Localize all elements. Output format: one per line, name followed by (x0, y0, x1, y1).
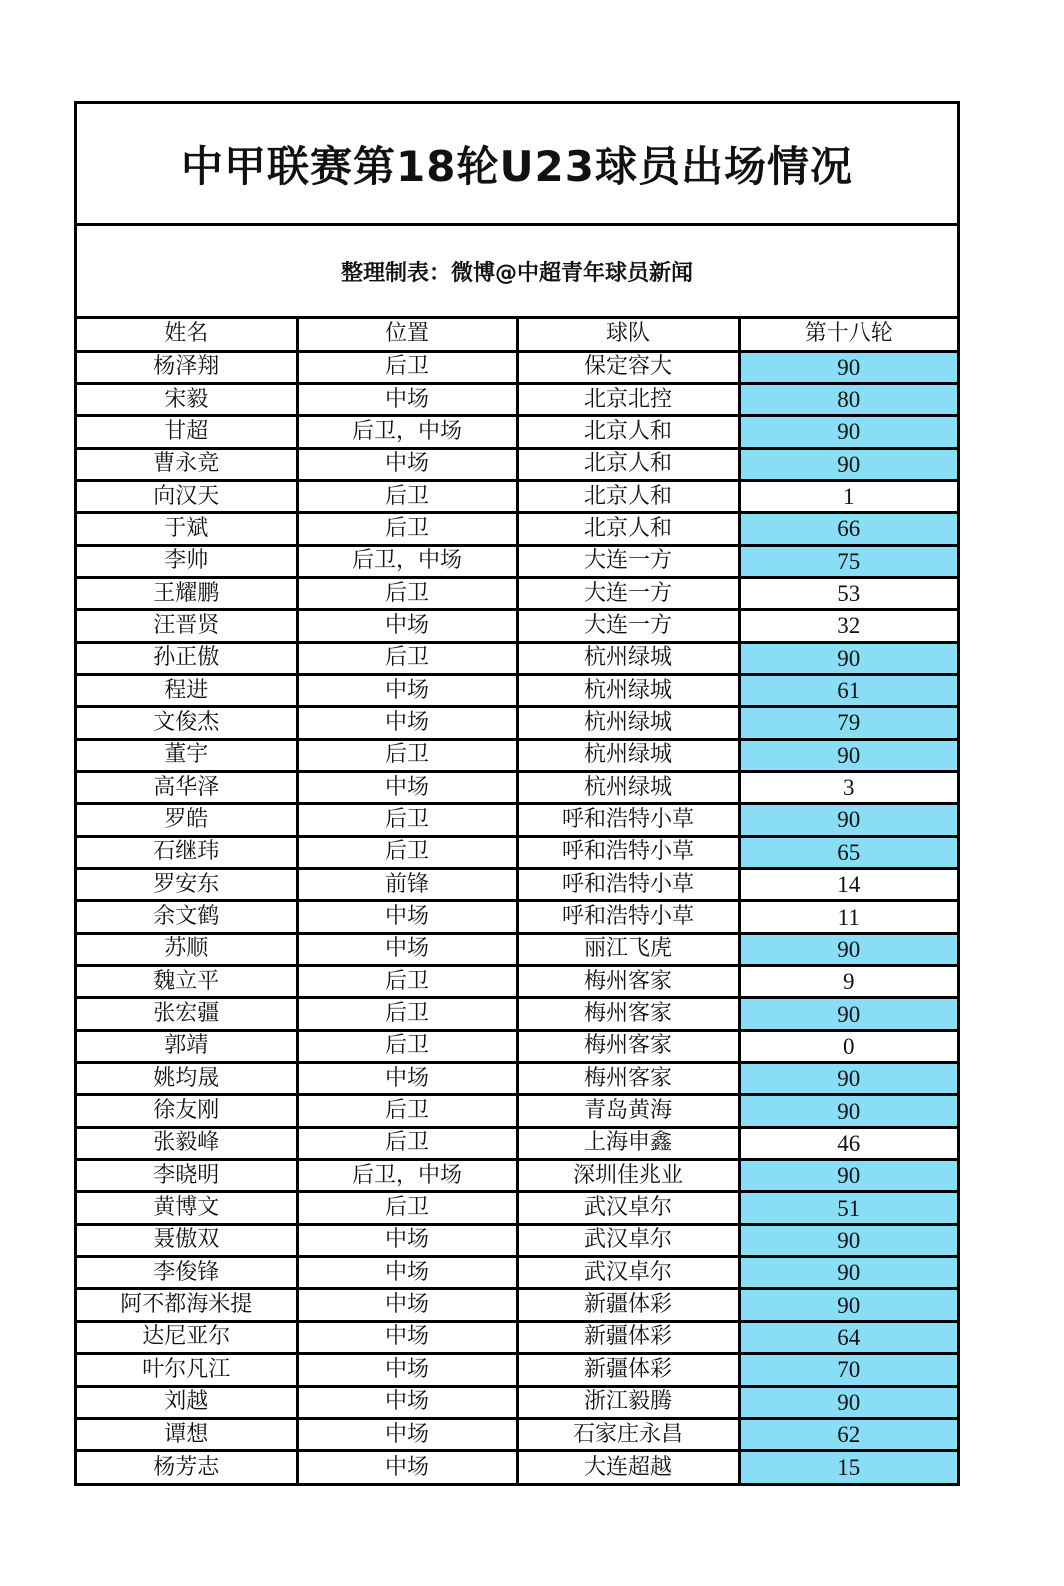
minutes-cell[interactable]: 90 (739, 739, 957, 771)
player-name-cell[interactable]: 杨芳志 (77, 1451, 297, 1483)
table-row (77, 804, 957, 836)
position-cell[interactable]: 中场 (297, 707, 517, 739)
minutes-cell[interactable]: 65 (739, 836, 957, 868)
position-cell[interactable]: 后卫，中场 (297, 545, 517, 577)
table-body (77, 351, 957, 1483)
team-cell[interactable]: 杭州绿城 (517, 674, 739, 706)
team-cell[interactable]: 武汉卓尔 (517, 1257, 739, 1289)
table-row (77, 1257, 957, 1289)
minutes-cell[interactable]: 11 (739, 901, 957, 933)
position-cell[interactable]: 后卫 (297, 577, 517, 609)
table-row (77, 1451, 957, 1483)
table-row (77, 351, 957, 383)
table-row (77, 739, 957, 771)
minutes-cell[interactable]: 90 (739, 1063, 957, 1095)
position-cell[interactable]: 中场 (297, 383, 517, 415)
position-cell[interactable]: 后卫 (297, 1095, 517, 1127)
minutes-cell[interactable]: 75 (739, 545, 957, 577)
player-name-cell[interactable]: 姚均晟 (77, 1063, 297, 1095)
position-cell[interactable]: 后卫 (297, 480, 517, 512)
minutes-cell[interactable]: 90 (739, 1095, 957, 1127)
position-cell[interactable]: 后卫，中场 (297, 416, 517, 448)
minutes-cell[interactable]: 62 (739, 1418, 957, 1450)
team-cell[interactable]: 杭州绿城 (517, 739, 739, 771)
column-header-round18: 第十八轮 (739, 319, 957, 351)
team-cell[interactable]: 北京人和 (517, 513, 739, 545)
team-cell[interactable]: 杭州绿城 (517, 771, 739, 803)
table-row (77, 998, 957, 1030)
team-cell[interactable]: 梅州客家 (517, 998, 739, 1030)
position-cell[interactable]: 中场 (297, 1418, 517, 1450)
header-row (77, 319, 957, 351)
player-name-cell[interactable]: 甘超 (77, 416, 297, 448)
minutes-cell[interactable]: 90 (739, 351, 957, 383)
table-row (77, 448, 957, 480)
table-row (77, 1192, 957, 1224)
minutes-cell[interactable]: 90 (739, 1386, 957, 1418)
team-cell[interactable]: 呼和浩特小草 (517, 804, 739, 836)
position-cell[interactable]: 后卫 (297, 1127, 517, 1159)
player-name-cell[interactable]: 曹永竞 (77, 448, 297, 480)
team-cell[interactable]: 北京北控 (517, 383, 739, 415)
team-cell[interactable]: 杭州绿城 (517, 707, 739, 739)
players-table (77, 319, 957, 1483)
table-row (77, 707, 957, 739)
player-name-cell[interactable]: 郭靖 (77, 1030, 297, 1062)
team-cell[interactable]: 北京人和 (517, 448, 739, 480)
table-row (77, 480, 957, 512)
minutes-cell[interactable]: 53 (739, 577, 957, 609)
minutes-cell[interactable]: 0 (739, 1030, 957, 1062)
minutes-cell[interactable]: 70 (739, 1354, 957, 1386)
table-row (77, 1063, 957, 1095)
minutes-cell[interactable]: 9 (739, 966, 957, 998)
minutes-cell[interactable]: 61 (739, 674, 957, 706)
player-name-cell[interactable]: 李帅 (77, 545, 297, 577)
minutes-cell[interactable]: 64 (739, 1321, 957, 1353)
team-cell[interactable]: 大连超越 (517, 1451, 739, 1483)
position-cell[interactable]: 后卫 (297, 804, 517, 836)
table-row (77, 1095, 957, 1127)
player-name-cell[interactable]: 杨泽翔 (77, 351, 297, 383)
player-name-cell[interactable]: 程进 (77, 674, 297, 706)
position-cell[interactable]: 后卫 (297, 1192, 517, 1224)
position-cell[interactable]: 中场 (297, 1063, 517, 1095)
position-cell[interactable]: 中场 (297, 448, 517, 480)
player-name-cell[interactable]: 聂傲双 (77, 1224, 297, 1256)
position-cell[interactable]: 中场 (297, 771, 517, 803)
player-name-cell[interactable]: 叶尔凡江 (77, 1354, 297, 1386)
position-cell[interactable]: 后卫 (297, 998, 517, 1030)
team-cell[interactable]: 呼和浩特小草 (517, 901, 739, 933)
table-row (77, 674, 957, 706)
minutes-cell[interactable]: 80 (739, 383, 957, 415)
table-row (77, 1289, 957, 1321)
table-row (77, 577, 957, 609)
team-cell[interactable]: 梅州客家 (517, 1030, 739, 1062)
team-cell[interactable]: 青岛黄海 (517, 1095, 739, 1127)
position-cell[interactable]: 前锋 (297, 869, 517, 901)
player-name-cell[interactable]: 阿不都海米提 (77, 1289, 297, 1321)
table-row (77, 545, 957, 577)
player-name-cell[interactable]: 石继玮 (77, 836, 297, 868)
team-cell[interactable]: 武汉卓尔 (517, 1224, 739, 1256)
minutes-cell[interactable]: 79 (739, 707, 957, 739)
position-cell[interactable]: 后卫 (297, 836, 517, 868)
team-cell[interactable]: 呼和浩特小草 (517, 869, 739, 901)
position-cell[interactable]: 中场 (297, 674, 517, 706)
minutes-cell[interactable]: 90 (739, 448, 957, 480)
player-name-cell[interactable]: 余文鹤 (77, 901, 297, 933)
minutes-cell[interactable]: 90 (739, 1160, 957, 1192)
position-cell[interactable]: 后卫，中场 (297, 1160, 517, 1192)
team-cell[interactable]: 新疆体彩 (517, 1289, 739, 1321)
player-name-cell[interactable]: 徐友刚 (77, 1095, 297, 1127)
player-name-cell[interactable]: 李晓明 (77, 1160, 297, 1192)
minutes-cell[interactable]: 1 (739, 480, 957, 512)
team-cell[interactable]: 新疆体彩 (517, 1321, 739, 1353)
player-name-cell[interactable]: 黄博文 (77, 1192, 297, 1224)
minutes-cell[interactable]: 90 (739, 1289, 957, 1321)
position-cell[interactable]: 中场 (297, 1451, 517, 1483)
sheet-title: 中甲联赛第18轮U23球员出场情况 (77, 104, 957, 226)
player-name-cell[interactable]: 于斌 (77, 513, 297, 545)
table-row (77, 901, 957, 933)
table-row (77, 836, 957, 868)
player-name-cell[interactable]: 达尼亚尔 (77, 1321, 297, 1353)
position-cell[interactable]: 后卫 (297, 642, 517, 674)
table-row (77, 513, 957, 545)
player-name-cell[interactable]: 张毅峰 (77, 1127, 297, 1159)
player-name-cell[interactable]: 汪晋贤 (77, 610, 297, 642)
minutes-cell[interactable]: 90 (739, 933, 957, 965)
table-row (77, 1321, 957, 1353)
position-cell[interactable]: 中场 (297, 1354, 517, 1386)
team-cell[interactable]: 上海申鑫 (517, 1127, 739, 1159)
team-cell[interactable]: 丽江飞虎 (517, 933, 739, 965)
position-cell[interactable]: 后卫 (297, 966, 517, 998)
position-cell[interactable]: 中场 (297, 1321, 517, 1353)
minutes-cell[interactable]: 90 (739, 1224, 957, 1256)
table-row (77, 1386, 957, 1418)
player-name-cell[interactable]: 文俊杰 (77, 707, 297, 739)
team-cell[interactable]: 呼和浩特小草 (517, 836, 739, 868)
position-cell[interactable]: 中场 (297, 1257, 517, 1289)
position-cell[interactable]: 后卫 (297, 513, 517, 545)
team-cell[interactable]: 大连一方 (517, 577, 739, 609)
table-row (77, 1160, 957, 1192)
minutes-cell[interactable]: 15 (739, 1451, 957, 1483)
position-cell[interactable]: 中场 (297, 1224, 517, 1256)
table-row (77, 1127, 957, 1159)
table-row (77, 1030, 957, 1062)
player-name-cell[interactable]: 董宇 (77, 739, 297, 771)
table-row (77, 416, 957, 448)
team-cell[interactable]: 大连一方 (517, 545, 739, 577)
table-row (77, 966, 957, 998)
position-cell[interactable]: 后卫 (297, 1030, 517, 1062)
table-row (77, 383, 957, 415)
minutes-cell[interactable]: 90 (739, 642, 957, 674)
minutes-cell[interactable]: 90 (739, 416, 957, 448)
player-name-cell[interactable]: 罗安东 (77, 869, 297, 901)
player-name-cell[interactable]: 张宏疆 (77, 998, 297, 1030)
player-name-cell[interactable]: 王耀鹏 (77, 577, 297, 609)
team-cell[interactable]: 北京人和 (517, 480, 739, 512)
table-row (77, 1224, 957, 1256)
position-cell[interactable]: 中场 (297, 933, 517, 965)
table-row (77, 1418, 957, 1450)
team-cell[interactable]: 梅州客家 (517, 1063, 739, 1095)
sheet-subtitle: 整理制表：微博@中超青年球员新闻 (77, 226, 957, 319)
minutes-cell[interactable]: 3 (739, 771, 957, 803)
table-row (77, 642, 957, 674)
team-cell[interactable]: 深圳佳兆业 (517, 1160, 739, 1192)
minutes-cell[interactable]: 14 (739, 869, 957, 901)
player-name-cell[interactable]: 宋毅 (77, 383, 297, 415)
table-row (77, 610, 957, 642)
position-cell[interactable]: 中场 (297, 1289, 517, 1321)
team-cell[interactable]: 新疆体彩 (517, 1354, 739, 1386)
table-row (77, 869, 957, 901)
minutes-cell[interactable]: 32 (739, 610, 957, 642)
table-row (77, 771, 957, 803)
minutes-cell[interactable]: 66 (739, 513, 957, 545)
table-row (77, 1354, 957, 1386)
position-cell[interactable]: 后卫 (297, 351, 517, 383)
minutes-cell[interactable]: 51 (739, 1192, 957, 1224)
position-cell[interactable]: 中场 (297, 1386, 517, 1418)
team-cell[interactable]: 石家庄永昌 (517, 1418, 739, 1450)
player-name-cell[interactable]: 刘越 (77, 1386, 297, 1418)
position-cell[interactable]: 后卫 (297, 739, 517, 771)
position-cell[interactable]: 中场 (297, 901, 517, 933)
minutes-cell[interactable]: 90 (739, 804, 957, 836)
column-header-name: 姓名 (77, 319, 297, 351)
player-name-cell[interactable]: 罗皓 (77, 804, 297, 836)
team-cell[interactable]: 保定容大 (517, 351, 739, 383)
team-cell[interactable]: 武汉卓尔 (517, 1192, 739, 1224)
column-header-position: 位置 (297, 319, 517, 351)
player-name-cell[interactable]: 高华泽 (77, 771, 297, 803)
player-name-cell[interactable]: 李俊锋 (77, 1257, 297, 1289)
player-name-cell[interactable]: 向汉天 (77, 480, 297, 512)
minutes-cell[interactable]: 46 (739, 1127, 957, 1159)
spreadsheet (74, 101, 960, 1486)
team-cell[interactable]: 杭州绿城 (517, 642, 739, 674)
position-cell[interactable]: 中场 (297, 610, 517, 642)
team-cell[interactable]: 浙江毅腾 (517, 1386, 739, 1418)
player-name-cell[interactable]: 谭想 (77, 1418, 297, 1450)
team-cell[interactable]: 北京人和 (517, 416, 739, 448)
team-cell[interactable]: 梅州客家 (517, 966, 739, 998)
minutes-cell[interactable]: 90 (739, 998, 957, 1030)
player-name-cell[interactable]: 孙正傲 (77, 642, 297, 674)
table-row (77, 933, 957, 965)
player-name-cell[interactable]: 魏立平 (77, 966, 297, 998)
column-header-team: 球队 (517, 319, 739, 351)
minutes-cell[interactable]: 90 (739, 1257, 957, 1289)
team-cell[interactable]: 大连一方 (517, 610, 739, 642)
player-name-cell[interactable]: 苏顺 (77, 933, 297, 965)
